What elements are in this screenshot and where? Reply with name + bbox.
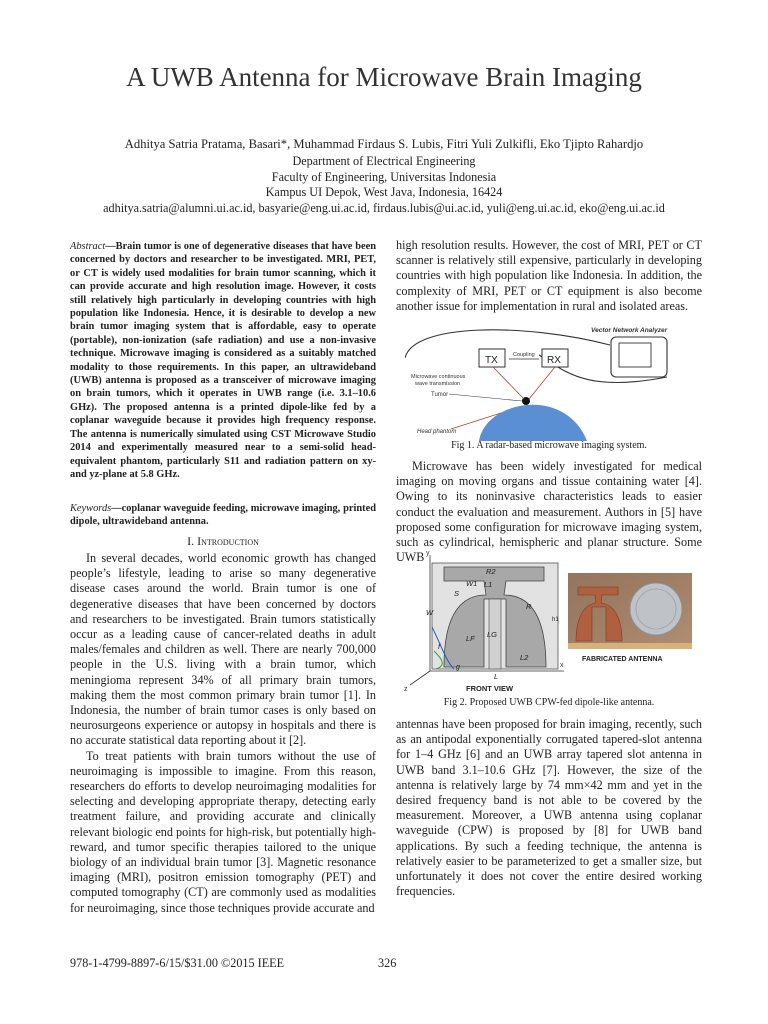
page-number: 326 [378, 956, 397, 970]
footer-copyright: 978-1-4799-8897-6/15/$31.00 ©2015 IEEE [70, 956, 285, 970]
tx-cable [405, 330, 610, 358]
author-list: Adhitya Satria Pratama, Basari*, Muhammad Firdaus S. Lubis, Fitri Yuli Zulkifli, Eko Tjipto Rahardjo [124, 137, 644, 151]
section-number: I. [187, 534, 195, 548]
fig2-label-lf: LF [466, 634, 475, 643]
right-paragraph-top [396, 238, 702, 314]
head-phantom-shape [479, 405, 587, 441]
abstract-lead: Abstract [70, 241, 106, 252]
coupling-label: Coupling [513, 352, 535, 358]
section-heading [70, 534, 376, 549]
fig2-caption: Fig 2. Proposed UWB CPW-fed dipole-like antenna. [443, 697, 655, 708]
paper-title: A UWB Antenna for Microwave Brain Imaging [126, 62, 642, 92]
fig2-label-s: S [454, 589, 460, 598]
fig2-label-y: y [426, 550, 430, 557]
fig2-label-f: f [438, 642, 441, 651]
tumor-pointer [449, 394, 522, 401]
wave-label-1: Microwave continuous [411, 374, 466, 380]
z-axis [410, 671, 430, 685]
right-text-bottom: antennas have been proposed for brain imaging, recently, such as an antipodal exponentially corrugated tapered-slot antenna for 1–4 GHz [6] and an UWB array tapered slot antenna in UWB band 3.1–10.6 GHz [7]. However, the size of the antenna is relatively large by 74 mm×42 mm and yet in the desired frequency band is not able to be covered by the measurement. Moreover, a UWB antenna using coplanar waveguide (CPW) is proposed by [8] for UWB band applications. By such a feeding technique, the antenna is relatively easier to be parameterized to get a smaller size, but unfortunately it does not cover the entire desired working frequencies. [396, 717, 702, 899]
affiliation-block [0, 154, 768, 216]
wave-label-2: wave transmission [415, 381, 461, 387]
phantom-label: Head phantom [417, 429, 457, 435]
section-title: Introduction [197, 534, 259, 548]
fig1-vna-label: Vector Network Analyzer [591, 327, 668, 334]
photo-ruler [568, 643, 692, 649]
vna-screen [619, 343, 651, 367]
tumor-label: Tumor [431, 392, 449, 398]
abstract-text: —Brain tumor is one of degenerative diseases that have been concerned by doctors and researcher to be investigated. MRI, PET, or CT is widely used modalities for brain tumor scanning, which it can provide accurate and high resolution image. However, it costs still relatively high particularly in developing countries with high population like Indonesia. Hence, it is desirable to develop a new brain tumor imaging system that is affordable, easy to operate (portable), non-ionization (safe radiation) and use a non-invasive technique. Microwave imaging is considered as a suitably matched modality to those requirements. In this paper, an ultrawideband (UWB) antenna is proposed as a transceiver of microwave imaging on brain tumors, which it operates in UWB range (i.e. 3.1–10.6 GHz). The proposed antenna is a printed dipole-like fed by a coplanar waveguide because it provides high frequency response. The antenna is numerically simulated using CST Microwave Studio 2014 and experimentally measured near to a semi-solid head-equivalent phantom, particularly S11 and radiation pattern on xy- and yz-plane at 5.8 GHz. [70, 241, 376, 480]
keywords-text: —coplanar waveguide feeding, microwave imaging, printed dipole, ultrawideband antenna. [70, 503, 376, 528]
front-view-label: FRONT VIEW [466, 684, 514, 693]
right-paragraph-bottom [396, 717, 702, 899]
photo-coin [630, 583, 682, 635]
keywords [70, 502, 376, 529]
tx-ray [493, 367, 524, 399]
fig2-label-r2: R2 [486, 567, 496, 576]
rx-ray [529, 367, 555, 399]
affiliation-campus: Kampus UI Depok, West Java, Indonesia, 16424 [265, 185, 503, 200]
tx-label: TX [485, 355, 498, 366]
intro-paragraph-2: To treat patients with brain tumors without the use of neuroimaging is impossible to imagine. From this reason, researchers do efforts to develop neuroimaging modalities for selecting and developing appropriate therapy, detecting early treatment failure, and providing accurate and clinically relevant biologic end points for high-risk, but potentially high-reward, and tumor specific therapies tailored to the unique biology of an individual brain tumor [3]. Magnetic resonance imaging (MRI), positron emission tomography (PET) and computed tomography (CT) are commonly used as modalities for neuroimaging, since those techniques provide accurate and [70, 748, 376, 915]
rx-label: RX [547, 355, 561, 366]
fig2-antenna [396, 547, 702, 697]
fig1-caption: Fig 1. A radar-based microwave imaging system. [451, 440, 647, 451]
fig2-label-lg: LG [487, 630, 498, 639]
right-text-top: high resolution results. However, the cost of MRI, PET or CT scanner is relatively still expensive, particularly in developing countries with high population like Indonesia. In addition, the complexity of MRI, PET or CT equipment is also become another issue for implementation in rural and isolated areas. [396, 238, 702, 313]
fabricated-label: FABRICATED ANTENNA [582, 656, 663, 663]
fig2-label-x: x [560, 662, 564, 669]
fig2-label-l1: L1 [484, 580, 493, 589]
intro-paragraph-1: In several decades, world economic growth has changed people’s lifestyle, leading to arise so many degenerative disease cases around the world. Brain tumor is one of degenerative diseases that have been concerned by doctors and researchers to be investigated. Brain tumors statistically occur as a leading cause of cancer-related deaths in adult males/females and children as well. There are nearly 700,000 people in the U.S. living with a brain tumor, which meningioma represent 34% of all primary brain tumors, making them the most common primary brain tumor [1]. In Indonesia, the number of brain tumor cases is only based on neurosurgeons experience or autopsy in hospitals and there is no accurate statistical data reporting about it [2]. [70, 551, 376, 748]
right-text-mid: Microwave has been widely investigated for medical imaging on moving organs and tissue containing water [4]. Owing to its noninvasive characteristics leads to easier conduct the evaluation and measurement. Authors in [5] have proposed some configuration for microwave imaging system, such as cylindrical, hemispheric and planar structure. Some UWB [396, 459, 702, 565]
fig2-label-w1: W1 [466, 579, 478, 588]
intro-body [70, 551, 376, 916]
fig1-radar-system [405, 323, 701, 441]
fig2-label-z: z [404, 686, 408, 693]
fig2-label-l: L [494, 672, 499, 681]
abstract [70, 240, 376, 481]
affiliation-faculty: Faculty of Engineering, Universitas Indonesia [271, 169, 497, 184]
fig2-label-l2: L2 [520, 653, 529, 662]
fig2-label-h1: h1 [552, 617, 559, 623]
fig2-label-g: g [456, 664, 460, 671]
keywords-lead: Keywords [70, 503, 112, 514]
affiliation-emails: adhitya.satria@alumni.ui.ac.id, basyarie@eng.ui.ac.id, firdaus.lubis@ui.ac.id, yuli@eng.ui.ac.id, eko@eng.ui.ac.id [103, 200, 665, 215]
fig2-label-w: W [426, 608, 434, 617]
affiliation-dept: Department of Electrical Engineering [292, 154, 476, 168]
fig2-label-r: R [526, 602, 532, 611]
